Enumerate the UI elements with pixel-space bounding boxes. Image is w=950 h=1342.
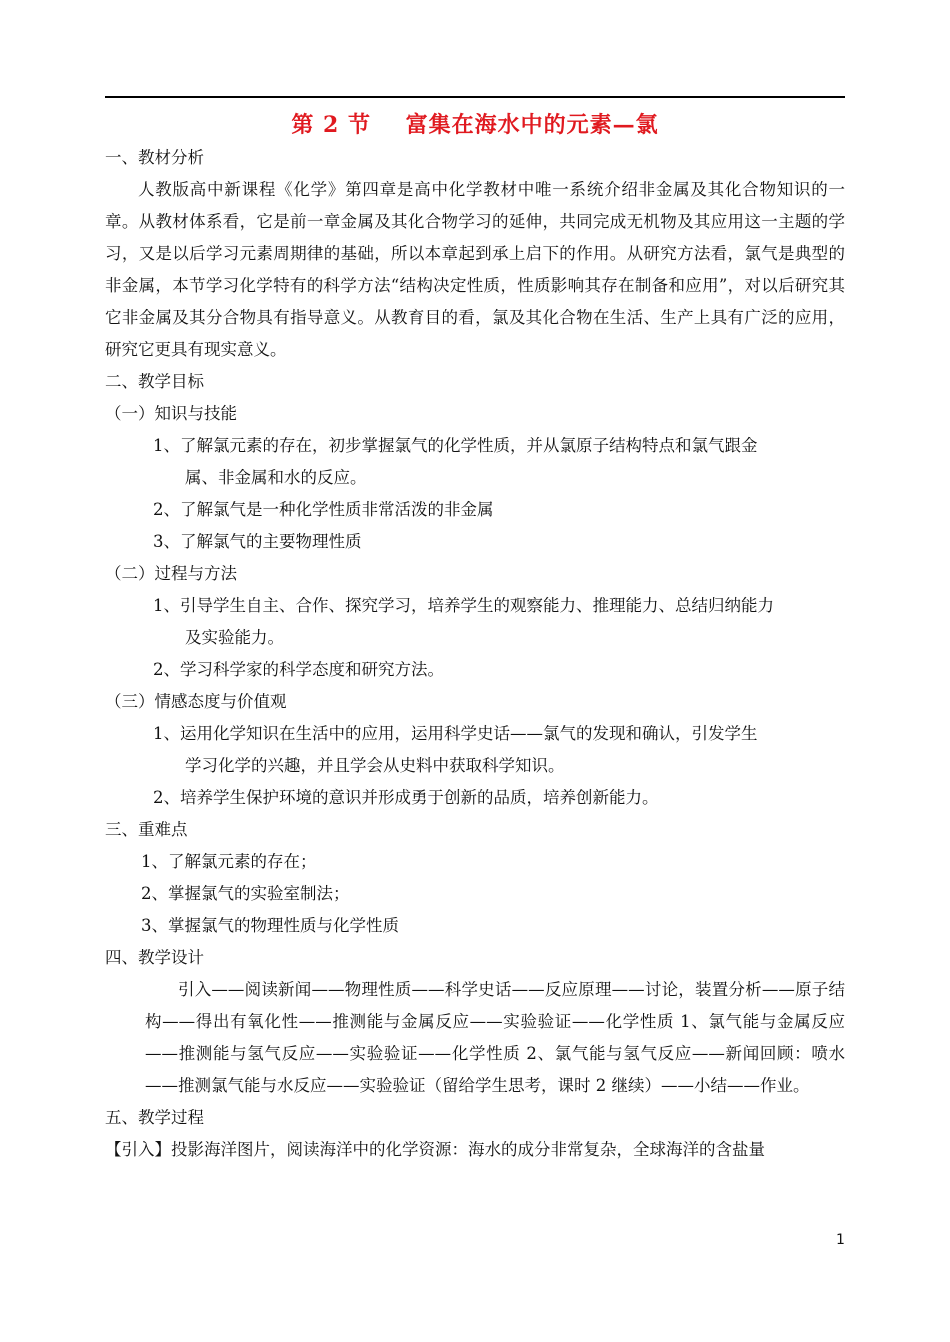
section-5-line: 【引入】投影海洋图片，阅读海洋中的化学资源：海水的成分非常复杂，全球海洋的含盐量 xyxy=(105,1140,765,1159)
subsection-heading-1: （一）知识与技能 xyxy=(105,404,237,423)
list-item: 1、了解氯元素的存在； xyxy=(141,852,317,871)
list-item-continuation: 属、非金属和水的反应。 xyxy=(185,468,367,487)
list-item-continuation: 学习化学的兴趣，并且学会从史料中获取科学知识。 xyxy=(185,756,565,775)
page-title: 第 2 节 富集在海水中的元素—氯 xyxy=(291,112,659,138)
list-item: 1、运用化学知识在生活中的应用，运用科学史话——氯气的发现和确认，引发学生 xyxy=(153,724,758,743)
list-item-continuation: 及实验能力。 xyxy=(185,628,284,647)
section-heading-5: 五、教学过程 xyxy=(105,1108,204,1127)
section-heading-3: 三、重难点 xyxy=(105,820,188,839)
list-item: 3、了解氯气的主要物理性质 xyxy=(153,532,362,551)
list-item: 2、掌握氯气的实验室制法； xyxy=(141,884,350,903)
page-number: 1 xyxy=(836,1232,845,1248)
list-item: 1、了解氯元素的存在，初步掌握氯气的化学性质，并从氯原子结构特点和氯气跟金 xyxy=(153,436,758,455)
list-item: 2、学习科学家的科学态度和研究方法。 xyxy=(153,660,444,679)
section-heading-2: 二、教学目标 xyxy=(105,372,204,391)
section-4-paragraph: 引入——阅读新闻——物理性质——科学史话——反应原理——讨论，装置分析——原子结构——得出有氧化性——推测能与金属反应——实验验证——化学性质 1、氯气能与金属反应——推测能与氢气反应——实验验证——化学性质 2、氯气能与氢气反应——新闻回顾：喷水——推测氯气能与水反应——实验验证（留给学生思考，课时 2 继续）——小结——作业。 xyxy=(145,980,845,1095)
subsection-heading-2: （二）过程与方法 xyxy=(105,564,237,583)
header-rule xyxy=(105,96,845,98)
list-item: 1、引导学生自主、合作、探究学习，培养学生的观察能力、推理能力、总结归纳能力 xyxy=(153,596,774,615)
document-body xyxy=(105,142,845,1166)
subsection-heading-3: （三）情感态度与价值观 xyxy=(105,692,287,711)
section-heading-4: 四、教学设计 xyxy=(105,948,204,967)
section-heading-1: 一、教材分析 xyxy=(105,148,204,167)
list-item: 2、培养学生保护环境的意识并形成勇于创新的品质，培养创新能力。 xyxy=(153,788,659,807)
section-1-paragraph: 人教版高中新课程《化学》第四章是高中化学教材中唯一系统介绍非金属及其化合物知识的一章。从教材体系看，它是前一章金属及其化合物学习的延伸，共同完成无机物及其应用这一主题的学习，又是以后学习元素周期律的基础，所以本章起到承上启下的作用。从研究方法看，氯气是典型的非金属，本节学习化学特有的科学方法“结构决定性质，性质影响其存在制备和应用”，对以后研究其它非金属及其分合物具有指导意义。从教育目的看，氯及其化合物在生活、生产上具有广泛的应用，研究它更具有现实意义。 xyxy=(105,180,845,359)
list-item: 3、掌握氯气的物理性质与化学性质 xyxy=(141,916,399,935)
list-item: 2、了解氯气是一种化学性质非常活泼的非金属 xyxy=(153,500,494,519)
